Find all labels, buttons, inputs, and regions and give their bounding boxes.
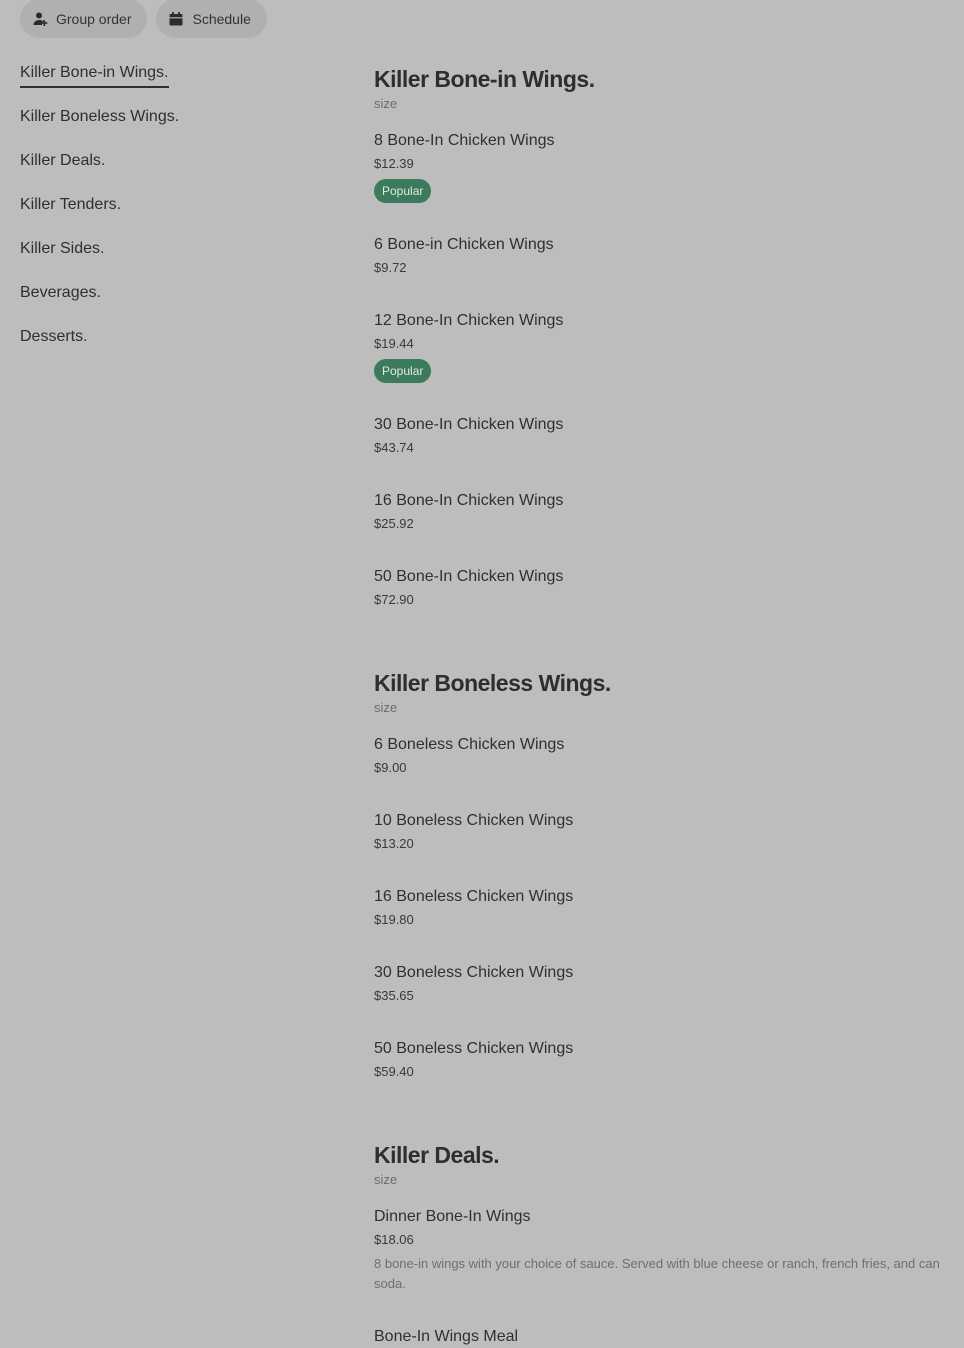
group-order-button[interactable]: [20, 0, 147, 38]
section-subtitle: size: [374, 1172, 398, 1187]
sidebar-item-label: Killer Bone-in Wings.: [20, 62, 169, 88]
menu-item-name: 12 Bone-In Chicken Wings: [374, 312, 564, 329]
menu-item-name: 30 Bone-In Chicken Wings: [374, 416, 564, 433]
category-sidebar: [20, 62, 320, 370]
section-subtitle: size: [374, 96, 398, 111]
menu-item[interactable]: [374, 1038, 944, 1081]
menu-item[interactable]: [374, 886, 944, 929]
sidebar-item-beverages[interactable]: [20, 282, 320, 326]
menu-item-name: 8 Bone-In Chicken Wings: [374, 132, 555, 149]
sidebar-item-label: Killer Sides.: [20, 240, 105, 257]
menu-item-name: 16 Boneless Chicken Wings: [374, 888, 574, 905]
menu-item-price: $18.06: [374, 1232, 414, 1247]
menu-item[interactable]: [374, 310, 944, 383]
section-subtitle: size: [374, 700, 398, 715]
top-actions: [20, 0, 267, 38]
sidebar-item-label: Killer Boneless Wings.: [20, 108, 180, 125]
menu-item-price: $25.92: [374, 516, 414, 531]
menu-item-name: 6 Boneless Chicken Wings: [374, 736, 565, 753]
menu-item[interactable]: [374, 130, 944, 203]
menu-item-price: $43.74: [374, 440, 414, 455]
menu-item[interactable]: [374, 490, 944, 533]
sidebar-item-label: Beverages.: [20, 284, 101, 301]
menu-item-price: $13.20: [374, 836, 414, 851]
menu-item[interactable]: [374, 962, 944, 1005]
sidebar-item-label: Killer Tenders.: [20, 196, 122, 213]
sidebar-item-killer-deals[interactable]: [20, 150, 320, 194]
popular-badge: Popular: [374, 359, 431, 383]
popular-badge: Popular: [374, 179, 431, 203]
menu-item[interactable]: [374, 810, 944, 853]
section-title: Killer Bone-in Wings.: [374, 66, 595, 92]
menu-item[interactable]: [374, 414, 944, 457]
menu-item-description: 8 bone-in wings with your choice of sauce. Served with blue cheese or ranch, french fries, and can soda.: [374, 1256, 940, 1291]
menu-item-name: Bone-In Wings Meal: [374, 1328, 519, 1345]
sidebar-item-killer-bone-in-wings[interactable]: [20, 62, 320, 106]
sidebar-item-label: Killer Deals.: [20, 152, 106, 169]
menu-item-price: $12.39: [374, 156, 414, 171]
menu-section-deals: [374, 1140, 944, 1189]
sidebar-item-desserts[interactable]: [20, 326, 320, 370]
menu-item[interactable]: [374, 1326, 944, 1348]
menu-item-name: 50 Bone-In Chicken Wings: [374, 568, 564, 585]
menu-item[interactable]: [374, 234, 944, 277]
menu-item[interactable]: [374, 734, 944, 777]
menu-item-price: $9.00: [374, 760, 407, 775]
section-title: Killer Boneless Wings.: [374, 670, 611, 696]
schedule-button[interactable]: [156, 0, 266, 38]
menu-item-name: 16 Bone-In Chicken Wings: [374, 492, 564, 509]
menu-item-name: Dinner Bone-In Wings: [374, 1208, 531, 1225]
section-title: Killer Deals.: [374, 1142, 500, 1168]
schedule-label: Schedule: [192, 10, 251, 27]
menu-item-price: $19.80: [374, 912, 414, 927]
menu-item[interactable]: [374, 566, 944, 609]
menu-item-price: $19.44: [374, 336, 414, 351]
sidebar-item-label: Desserts.: [20, 328, 88, 345]
menu-item-name: 50 Boneless Chicken Wings: [374, 1040, 574, 1057]
menu-item-name: 30 Boneless Chicken Wings: [374, 964, 574, 981]
sidebar-item-killer-boneless-wings[interactable]: [20, 106, 320, 150]
menu-item[interactable]: [374, 1206, 944, 1294]
menu-item-name: 6 Bone-in Chicken Wings: [374, 236, 554, 253]
calendar-icon: [168, 11, 184, 27]
menu-section-bone-in-wings: [374, 64, 944, 113]
menu-item-price: $35.65: [374, 988, 414, 1003]
menu-item-price: $72.90: [374, 592, 414, 607]
menu-item-price: $59.40: [374, 1064, 414, 1079]
sidebar-item-killer-tenders[interactable]: [20, 194, 320, 238]
menu-item-price: $9.72: [374, 260, 407, 275]
group-order-label: Group order: [56, 10, 132, 27]
add-person-icon: [32, 11, 48, 27]
sidebar-item-killer-sides[interactable]: [20, 238, 320, 282]
menu-item-name: 10 Boneless Chicken Wings: [374, 812, 574, 829]
menu-section-boneless-wings: [374, 668, 944, 717]
